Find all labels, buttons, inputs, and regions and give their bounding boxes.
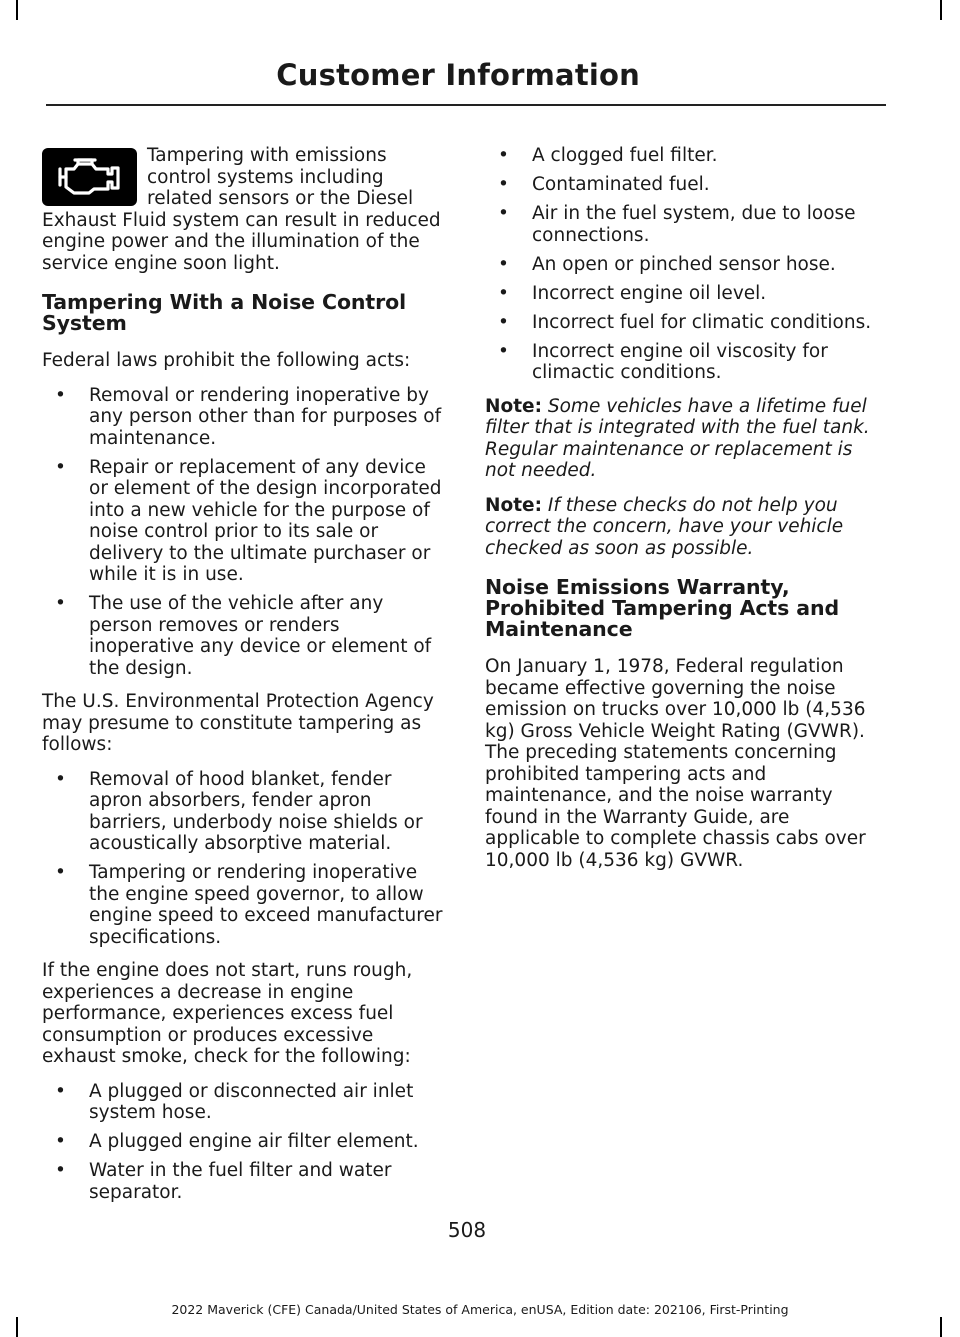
list-item: • A plugged or disconnected air inlet system hose.: [55, 1080, 414, 1123]
check-engine-icon: [42, 148, 137, 206]
note-label: Note:: [485, 494, 542, 516]
crop-mark: [940, 1317, 942, 1337]
paragraph: The U.S. Environmental Protection Agency may presume to constitute tampering as follows:: [42, 691, 434, 755]
note-label: Note:: [485, 395, 542, 417]
footer-edition: 2022 Maverick (CFE) Canada/United States of America, enUSA, Edition date: 202106, First-Printing: [171, 1302, 789, 1317]
bullet: •: [55, 862, 66, 883]
tampering-list: [42, 769, 444, 949]
note: [485, 396, 883, 482]
intro-text: Tampering with emissions control systems including related sensors or the Diesel Exhaust Fluid system can result in reduced engine power and the illumination of the service engine soon light.: [42, 145, 441, 274]
note-text: Some vehicles have a lifetime fuel filter that is integrated with the fuel tank. Regular maintenance or replacement is not needed.: [485, 395, 870, 481]
bullet: •: [55, 1080, 66, 1102]
left-column: [42, 145, 444, 1215]
checks-list: [42, 1081, 444, 1204]
list-item: • Water in the fuel filter and water separator.: [55, 1160, 392, 1203]
note: [485, 495, 883, 560]
crop-mark: [16, 1317, 18, 1337]
note-text: If these checks do not help you correct the concern, have your vehicle checked as soon as possible.: [485, 494, 844, 559]
checks-list-continued: [485, 145, 883, 384]
paragraph: Federal laws prohibit the following acts:: [42, 350, 411, 371]
bullet: •: [55, 768, 66, 790]
right-column: [485, 145, 883, 884]
bullet: •: [498, 203, 509, 224]
bullet: •: [55, 384, 66, 406]
list-item: • Air in the fuel system, due to loose connections.: [498, 203, 856, 246]
list-item: • A clogged fuel filter.: [498, 145, 718, 166]
header-divider: [46, 104, 886, 106]
page-number: 508: [447, 1218, 487, 1242]
list-item: • Incorrect engine oil level.: [498, 282, 767, 304]
bullet: •: [498, 282, 509, 304]
bullet: •: [498, 253, 509, 275]
list-item: • Removal or rendering inoperative by any person other than for purposes of maintenance.: [55, 384, 442, 449]
bullet: •: [498, 311, 509, 333]
intro-paragraph: [42, 145, 444, 274]
page-title: Customer Information: [276, 58, 640, 92]
list-item: • A plugged engine air filter element.: [55, 1131, 419, 1152]
bullet: •: [55, 456, 66, 478]
heading-noise-warranty: Noise Emissions Warranty, Prohibited Tampering Acts and Maintenance: [485, 575, 840, 641]
list-item: • The use of the vehicle after any person removes or renders inoperative any device or element of the design.: [55, 593, 432, 679]
list-item: • Removal of hood blanket, fender apron absorbers, fender apron barriers, underbody noise shields or acoustically absorptive material.: [55, 768, 423, 854]
list-item: • Tampering or rendering inoperative the engine speed governor, to allow engine speed to exceed manufacturer specifications.: [55, 862, 443, 948]
list-item: • An open or pinched sensor hose.: [498, 253, 836, 275]
list-item: • Incorrect fuel for climatic conditions.: [498, 311, 872, 333]
bullet: •: [55, 1160, 66, 1181]
crop-mark: [940, 0, 942, 20]
heading-noise-control: Tampering With a Noise Control System: [42, 290, 407, 335]
paragraph: On January 1, 1978, Federal regulation became effective governing the noise emission on trucks over 10,000 lb (4,536 kg) Gross Vehicle Weight Rating (GVWR). The preceding statements concerning prohibited tampering acts and maintenance, and the noise warranty found in the Warranty Guide, are applicable to complete chassis cabs over 10,000 lb (4,536 kg) GVWR.: [485, 656, 866, 871]
bullet: •: [498, 340, 509, 362]
bullet: •: [498, 174, 509, 195]
crop-mark: [16, 0, 18, 20]
list-item: • Contaminated fuel.: [498, 174, 710, 195]
bullet: •: [55, 1131, 66, 1152]
bullet: •: [498, 145, 509, 166]
list-item: • Repair or replacement of any device or element of the design incorporated into a new vehicle for the purpose of noise control prior to its sale or delivery to the ultimate purchaser or while it is in use.: [55, 456, 442, 585]
list-item: • Incorrect engine oil viscosity for climactic conditions.: [498, 340, 828, 383]
paragraph: If the engine does not start, runs rough, experiences a decrease in engine performance, experiences excess fuel consumption or produces excessive exhaust smoke, check for the following:: [42, 960, 413, 1067]
prohibited-acts-list: [42, 385, 444, 680]
bullet: •: [55, 593, 66, 614]
